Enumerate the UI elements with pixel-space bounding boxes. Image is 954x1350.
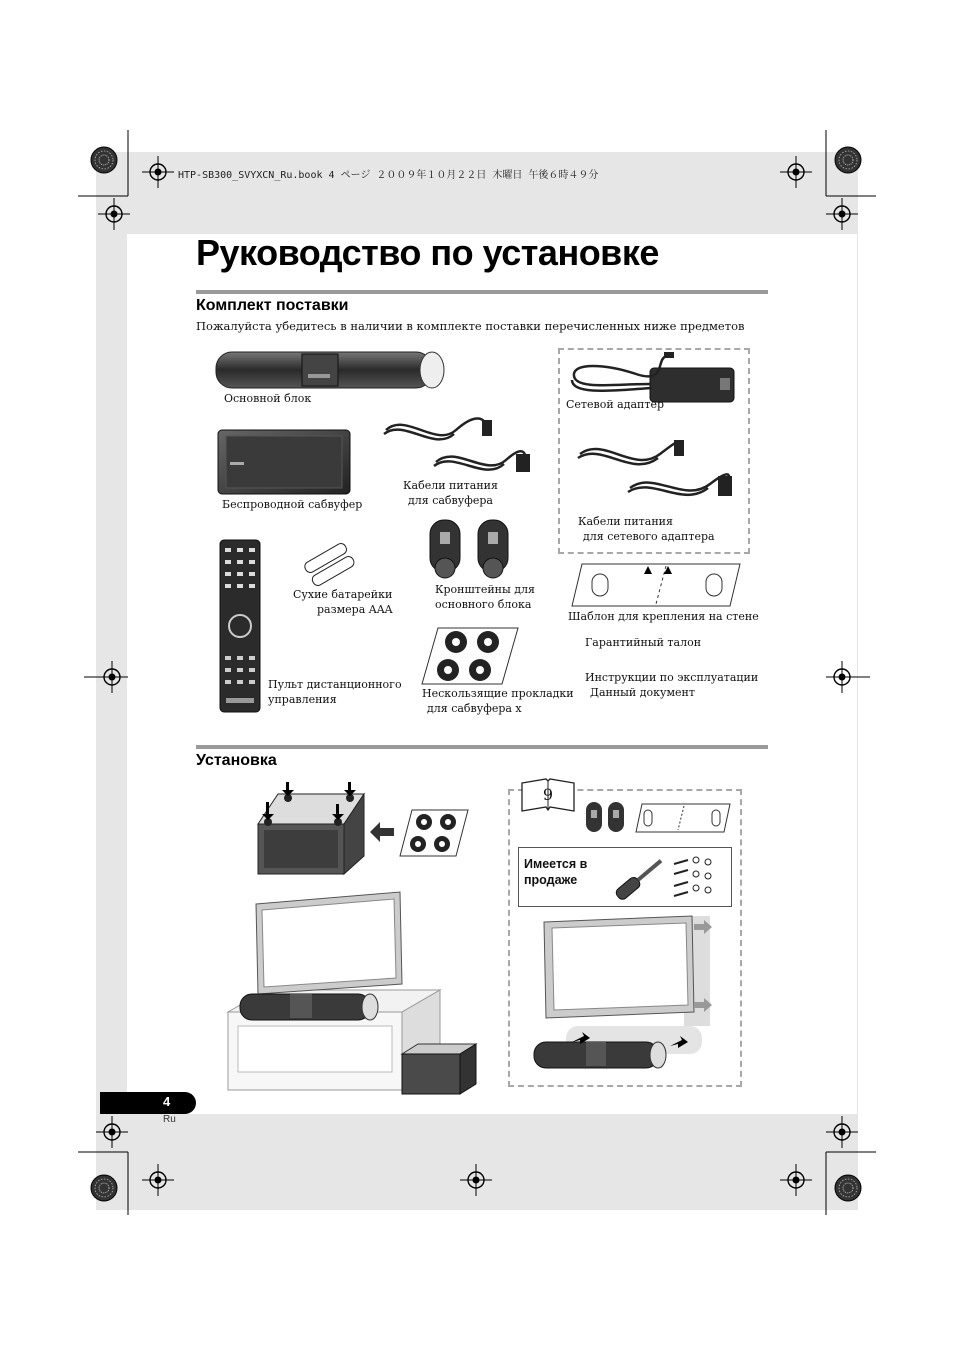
- section-rule: [196, 290, 768, 294]
- caption-brackets-2: основного блока: [435, 598, 532, 611]
- section-heading-install: Установка: [196, 752, 277, 769]
- main-unit-illustration: [214, 348, 446, 394]
- adapter-cables-illustration: [574, 434, 744, 506]
- book-page-number: 9: [542, 785, 554, 804]
- mount-parts-illustration: [584, 800, 732, 836]
- caption-instructions-1: Инструкции по эксплуатации: [585, 671, 759, 684]
- caption-remote-2: управления: [268, 693, 337, 706]
- batteries-illustration: [300, 540, 364, 586]
- subwoofer-illustration: [216, 428, 356, 498]
- caption-template: Шаблон для крепления на стене: [568, 610, 759, 623]
- page-number: 4: [163, 1094, 171, 1109]
- intro-text: Пожалуйста убедитесь в наличии в комплекте поставки перечисленных ниже предметов: [196, 319, 745, 333]
- caption-subwoofer: Беспроводной сабвуфер: [222, 498, 363, 511]
- caption-sub-cables-2: для сабвуфера: [408, 494, 493, 507]
- available-label-1: Имеется в: [524, 857, 588, 871]
- page-number-tab: [100, 1092, 196, 1114]
- caption-main-unit: Основной блок: [224, 392, 312, 405]
- caption-pads-1: Нескользящие прокладки: [422, 687, 574, 700]
- caption-warranty: Гарантийный талон: [585, 636, 702, 649]
- brackets-illustration: [424, 516, 520, 582]
- available-label-2: продаже: [524, 873, 578, 887]
- wall-mount-scene-illustration: [526, 912, 722, 1072]
- print-header: HTP-SB300_SVYXCN_Ru.book 4 ページ ２００９年１０月２２日 木曜日 午後６時４９分: [178, 170, 599, 181]
- caption-pads-2: для сабвуфера x: [427, 702, 522, 715]
- caption-remote-1: Пульт дистанционного: [268, 678, 402, 691]
- caption-sub-cables-1: Кабели питания: [403, 479, 498, 492]
- caption-batteries-1: Сухие батарейки: [293, 588, 393, 601]
- caption-batteries-2: размера AAA: [317, 603, 393, 616]
- section-heading-contents: Комплект поставки: [196, 297, 349, 314]
- caption-adapter: Сетевой адаптер: [566, 398, 665, 411]
- wall-template-illustration: [570, 562, 742, 608]
- remote-illustration: [218, 538, 264, 714]
- section-rule: [196, 745, 768, 749]
- caption-instructions-2: Данный документ: [590, 686, 695, 699]
- screwdriver-screws-icon: [608, 850, 726, 902]
- subwoofer-pads-illustration: [252, 780, 470, 880]
- subwoofer-cables-illustration: [376, 408, 536, 480]
- pads-illustration: [420, 626, 520, 686]
- page-title: Руководство по установке: [196, 232, 659, 273]
- page-language: Ru: [163, 1114, 176, 1125]
- caption-adapter-cables-1: Кабели питания: [578, 515, 673, 528]
- caption-brackets-1: Кронштейны для: [435, 583, 535, 596]
- tv-stand-scene-illustration: [220, 890, 482, 1100]
- caption-adapter-cables-2: для сетевого адаптера: [583, 530, 715, 543]
